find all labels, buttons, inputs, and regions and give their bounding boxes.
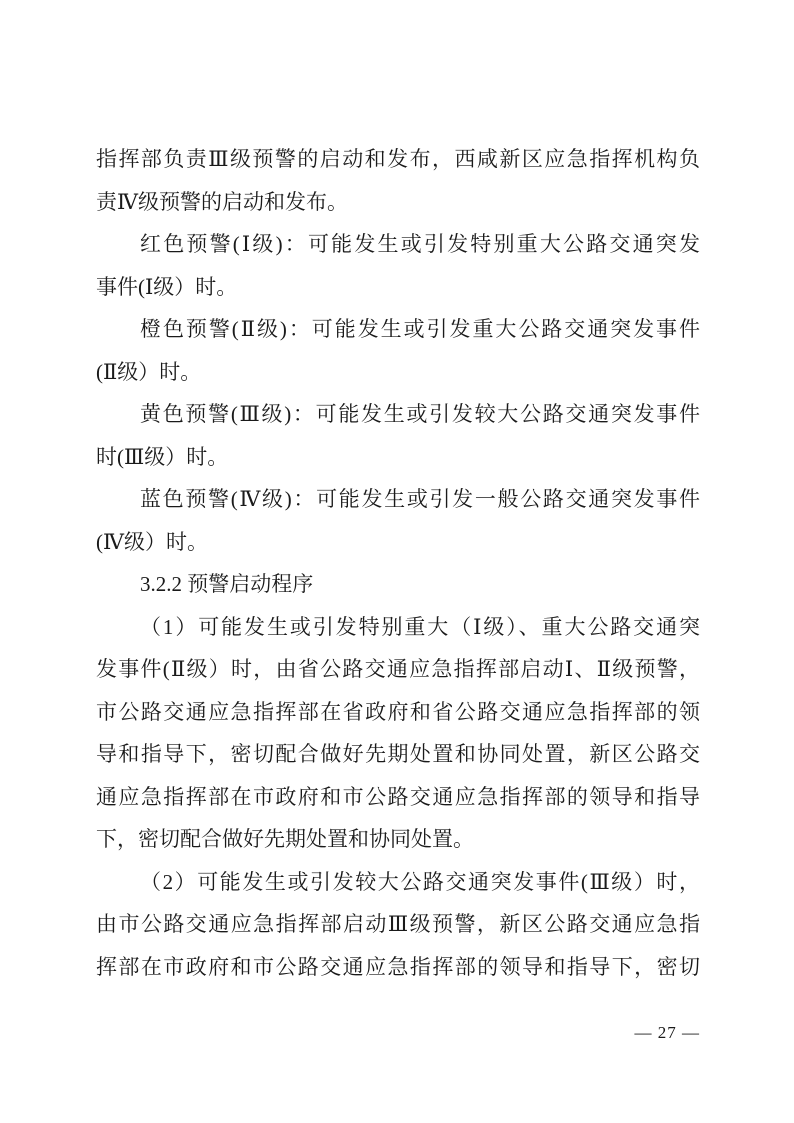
text-line: 橙色预警(Ⅱ级)：可能发生或引发重大公路交通突发事件 [140, 317, 700, 341]
text-line: 黄色预警(Ⅲ级)：可能发生或引发较大公路交通突发事件 [140, 402, 700, 426]
text-line: 由市公路交通应急指挥部启动Ⅲ级预警，新区公路交通应急指 [96, 912, 700, 936]
text-line: 责Ⅳ级预警的启动和发布。 [96, 189, 348, 214]
text-line: 时(Ⅲ级）时。 [96, 444, 229, 469]
body-text [96, 138, 700, 988]
text-line: （2）可能发生或引发较大公路交通突发事件(Ⅲ级）时， [140, 869, 700, 894]
text-line: 挥部在市政府和市公路交通应急指挥部的领导和指导下，密切 [96, 954, 700, 979]
text-line: 下，密切配合做好先期处置和协同处置。 [96, 827, 474, 851]
text-line: (Ⅱ级）时。 [96, 359, 202, 384]
page-number: — 27 — [634, 1023, 700, 1042]
text-line: 3.2.2 预警启动程序 [140, 572, 314, 596]
text-line: 事件(Ⅰ级）时。 [96, 274, 238, 299]
text-line: 市公路交通应急指挥部在省政府和省公路交通应急指挥部的领 [96, 699, 700, 724]
text-line: （1）可能发生或引发特别重大（Ⅰ级）、重大公路交通突 [140, 614, 700, 639]
text-line: 蓝色预警(Ⅳ级)：可能发生或引发一般公路交通突发事件 [140, 487, 700, 511]
text-line: (Ⅳ级）时。 [96, 529, 208, 554]
text-line: 通应急指挥部在市政府和市公路交通应急指挥部的领导和指导 [96, 784, 700, 809]
text-line: 指挥部负责Ⅲ级预警的启动和发布，西咸新区应急指挥机构负 [96, 147, 700, 171]
page-footer [96, 1020, 700, 1046]
text-line: 红色预警(Ⅰ级)：可能发生或引发特别重大公路交通突发 [140, 232, 700, 256]
text-line: 发事件(Ⅱ级）时，由省公路交通应急指挥部启动Ⅰ、Ⅱ级预警， [96, 657, 700, 681]
text-line: 导和指导下，密切配合做好先期处置和协同处置，新区公路交 [96, 742, 700, 766]
